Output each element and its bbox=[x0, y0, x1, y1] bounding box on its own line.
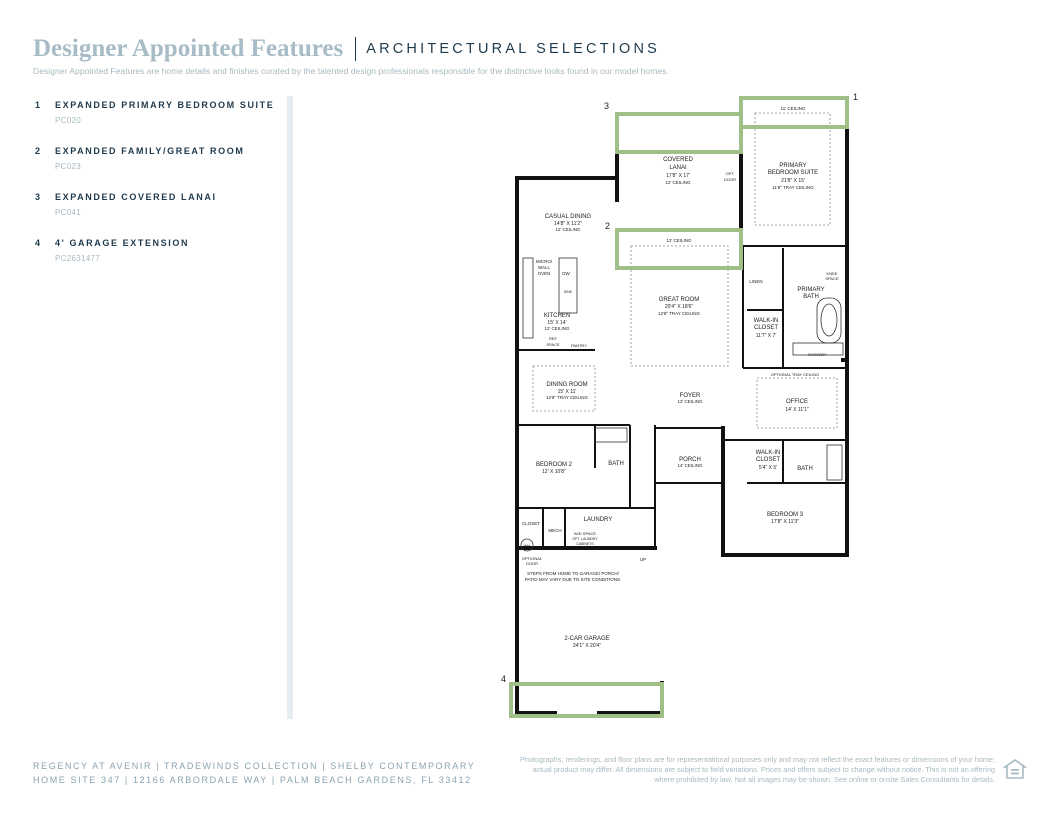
feature-code: PC023 bbox=[55, 162, 81, 171]
feature-code: PC2631477 bbox=[55, 254, 100, 263]
knee-label1: KNEE bbox=[826, 271, 838, 276]
steps-note1: STEPS FROM HOME TO GARAGE/ PORCH/ bbox=[527, 571, 619, 576]
shower-label: SHOWER bbox=[808, 352, 826, 357]
primary-name2: BEDROOM SUITE bbox=[767, 170, 819, 176]
dining-room-note: 12'8" TRAY CEILING bbox=[546, 395, 588, 400]
plan-walls bbox=[517, 98, 847, 713]
primary-ceiling: 11' CEILING bbox=[780, 106, 806, 111]
equal-housing-opportunity-icon bbox=[1003, 758, 1027, 782]
feature-list bbox=[35, 100, 275, 284]
laundry-label: LAUNDRY bbox=[583, 517, 613, 523]
feature-name: EXPANDED PRIMARY BEDROOM SUITE bbox=[55, 100, 275, 110]
feature-number: 4 bbox=[35, 238, 42, 248]
office-name: OFFICE bbox=[786, 399, 808, 405]
ref-label2: SPACE bbox=[546, 342, 560, 347]
footer-address bbox=[33, 759, 475, 787]
walkin1-dims: 11'7" X 7' bbox=[755, 333, 777, 339]
foyer-note: 12' CEILING bbox=[677, 399, 703, 404]
vertical-divider bbox=[287, 96, 293, 719]
knee-label2: SPACE bbox=[825, 276, 839, 281]
porch-note: 14' CEILING bbox=[677, 463, 703, 468]
feature-number: 3 bbox=[35, 192, 42, 202]
intro-text: Designer Appointed Features are home details and finishes curated by the talented design professionals responsible for the distinctive looks found in our model homes. bbox=[33, 66, 669, 76]
marker-1: 1 bbox=[853, 92, 859, 102]
feature-item bbox=[35, 100, 275, 125]
foyer-name: FOYER bbox=[679, 393, 701, 399]
great-room-name: GREAT ROOM bbox=[658, 297, 700, 303]
footer-line1: REGENCY AT AVENIR | TRADEWINDS COLLECTION | SHELBY CONTEMPORARY bbox=[33, 761, 476, 771]
primary-name1: PRIMARY bbox=[779, 163, 807, 169]
dining-room-dims: 15' X 11' bbox=[557, 389, 577, 395]
great-room-ceiling: 12' CEILING bbox=[666, 238, 692, 243]
page-header bbox=[33, 34, 660, 64]
marker-2: 2 bbox=[605, 221, 611, 231]
kitchen-note: 12' CEILING bbox=[544, 326, 570, 331]
page-title: Designer Appointed Features bbox=[33, 35, 344, 62]
bath3-label: BATH bbox=[797, 466, 813, 472]
walkin1-name1: WALK-IN bbox=[753, 318, 779, 324]
porch-name: PORCH bbox=[679, 457, 701, 463]
walkin2-name1: WALK-IN bbox=[755, 450, 781, 456]
bedroom3-name: BEDROOM 3 bbox=[766, 512, 804, 518]
feature-number: 2 bbox=[35, 146, 42, 156]
kitchen-name: KITCHEN bbox=[543, 313, 571, 319]
bedroom2-dims: 12' X 10'8" bbox=[542, 469, 566, 475]
casual-dining-name: CASUAL DINING bbox=[544, 214, 592, 220]
feature-name: EXPANDED FAMILY/GREAT ROOM bbox=[55, 146, 245, 156]
dw-label: DW bbox=[562, 271, 570, 276]
page-subtitle: ARCHITECTURAL SELECTIONS bbox=[366, 41, 661, 57]
linen-label: LINEN bbox=[749, 279, 763, 284]
micro-label1: MICRO/ bbox=[535, 259, 553, 264]
walkin2-dims: 5'4" X 5' bbox=[758, 465, 778, 471]
casual-dining-note: 12' CEILING bbox=[555, 227, 581, 232]
walkin1-name2: CLOSET bbox=[753, 325, 779, 331]
steps-note2: PATIO MAY VARY DUE TO SITE CONDITIONS. bbox=[524, 577, 622, 582]
optional-tray-label: OPTIONAL TRAY CEILING bbox=[770, 372, 820, 377]
micro-label2: WALL bbox=[537, 265, 551, 270]
wd-label2: OPT. LAUNDRY bbox=[572, 537, 598, 541]
sink-label: SINK bbox=[563, 290, 573, 294]
wd-label3: CABINETS bbox=[576, 542, 594, 546]
feature-item bbox=[35, 192, 275, 217]
great-room-note: 12'8" TRAY CEILING bbox=[658, 311, 700, 316]
casual-dining-dims: 14'8" X 11'2" bbox=[554, 221, 582, 227]
feature-item bbox=[35, 146, 275, 171]
bedroom3-dims: 17'8" X 11'3" bbox=[771, 519, 799, 525]
closet-label: CLOSET bbox=[521, 521, 541, 526]
primary-bath-name2: BATH bbox=[803, 294, 819, 300]
ref-label1: REF bbox=[549, 336, 557, 341]
wh-label: WH bbox=[523, 543, 531, 548]
micro-label3: OVEN bbox=[537, 271, 551, 276]
dining-room-name: DINING ROOM bbox=[546, 382, 588, 388]
garage-name: 2-CAR GARAGE bbox=[564, 636, 610, 642]
garage-dims: 24'1" X 20'4" bbox=[572, 643, 602, 649]
kitchen-dims: 15' X 14' bbox=[547, 320, 567, 326]
bedroom2-name: BEDROOM 2 bbox=[535, 462, 573, 468]
office-dims: 14' X 11'1" bbox=[785, 407, 809, 413]
pantry-label: PANTRY bbox=[571, 343, 587, 348]
lanai-door2: DOOR bbox=[724, 177, 736, 182]
feature-number: 1 bbox=[35, 100, 42, 110]
primary-note: 11'8" TRAY CEILING bbox=[772, 185, 814, 190]
wd-label1: W/D SPACE bbox=[573, 531, 597, 536]
footer-disclaimer: Photographs, renderings, and floor plans are for representational purposes only and may not reflect the exact features or dimensions of your home; actual product may differ. All dimensions are subject to field variations. Prices and offers subject to change without notice. This is not an offering where prohibited by law. Not all images may be shown. See online or onsite Sales Consultants for details. bbox=[520, 755, 995, 784]
opt-door-label2: DOOR bbox=[526, 561, 538, 566]
feature-code: PC020 bbox=[55, 116, 81, 125]
feature-item bbox=[35, 238, 275, 263]
primary-dims: 21'8" X 15' bbox=[781, 178, 805, 184]
lanai-dims: 17'8" X 17' bbox=[666, 173, 690, 179]
feature-name: EXPANDED COVERED LANAI bbox=[55, 192, 217, 202]
bath2-label: BATH bbox=[608, 461, 624, 467]
title-divider bbox=[355, 37, 356, 61]
mech-label: MECH bbox=[548, 528, 562, 533]
lanai-note: 12' CEILING bbox=[665, 180, 691, 185]
marker-3: 3 bbox=[604, 101, 610, 111]
plan-labels bbox=[522, 106, 839, 649]
feature-code: PC041 bbox=[55, 208, 81, 217]
marker-4: 4 bbox=[501, 674, 507, 684]
footer-line2: HOME SITE 347 | 12166 ARBORDALE WAY | PALM BEACH GARDENS, FL 33412 bbox=[33, 775, 472, 785]
great-room-dims: 20'4" X 18'6" bbox=[664, 304, 694, 310]
up-label: UP bbox=[639, 557, 647, 562]
walkin2-name2: CLOSET bbox=[755, 457, 781, 463]
lanai-name2: LANAI bbox=[669, 165, 687, 171]
feature-name: 4' GARAGE EXTENSION bbox=[55, 238, 190, 248]
primary-bath-name1: PRIMARY bbox=[797, 287, 825, 293]
opt-door-label1: OPTIONAL bbox=[521, 556, 543, 561]
lanai-door1: OPT. bbox=[725, 171, 735, 176]
lanai-name1: COVERED bbox=[663, 157, 693, 163]
floor-plan bbox=[495, 88, 870, 728]
